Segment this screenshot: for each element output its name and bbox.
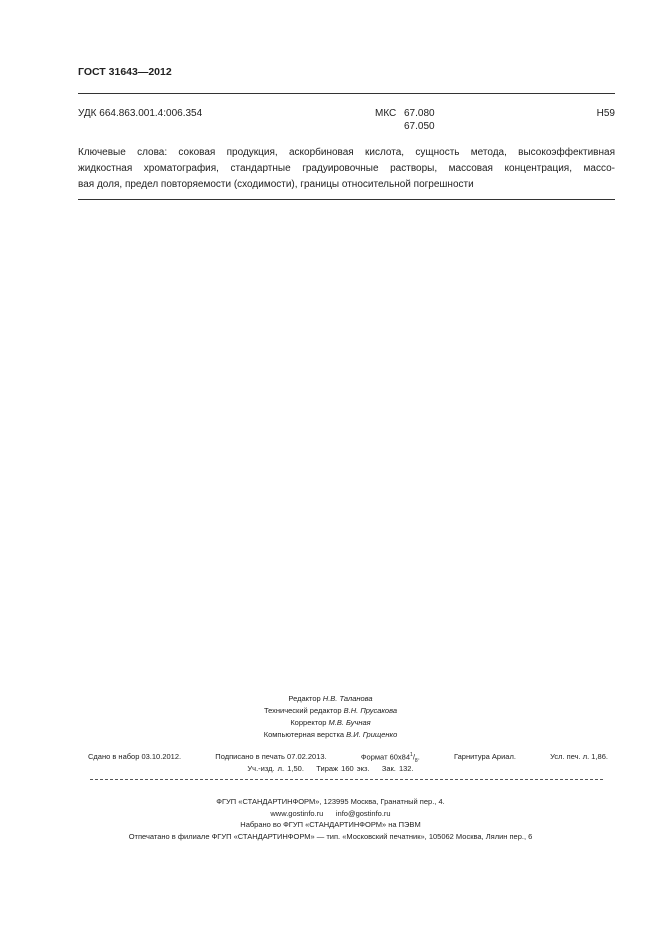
imprint-print-sheets: Усл. печ. л. 1,86. [550,752,608,761]
header-divider [78,93,615,94]
credit-label: Редактор [288,694,321,703]
credit-label: Технический редактор [263,706,342,715]
mks-label: МКС [375,108,397,119]
imprint-line-1 [88,752,608,764]
classification-code: Н59 [596,108,615,119]
imprint-order: Зак. 132. [381,764,414,773]
udk-code: УДК 664.863.001.4:006.354 [78,108,203,119]
mks-value-2: 67.050 [404,121,435,132]
credit-name: М.В. Бучная [328,718,371,727]
keywords-divider [78,199,615,200]
imprint-edition-sheets: Уч.-изд. л. 1,50. [247,764,304,773]
imprint-typeface: Гарнитура Ариал. [453,752,516,761]
keywords-line: вая доля, предел повторяемости (сходимости), границы относительной погрешности [78,179,474,190]
imprint-submitted: Сдано в набор 03.10.2012. [88,752,182,761]
credit-layout [0,730,661,739]
mks-value-1: 67.080 [404,108,435,119]
imprint-format: Формат $60х84^1/_8$. [360,752,420,764]
keywords-line: Ключевые слова: соковая продукция, аскорбиновая кислота, сущность метода, высокоэффективная [78,147,615,158]
publisher-contacts [0,809,661,818]
imprint-divider [90,779,603,780]
document-standard-number: ГОСТ 31643—2012 [78,66,172,78]
credit-name: Н.В. Таланова [322,694,373,703]
imprint-circulation: Тираж 160 экз. [316,764,370,773]
credit-name: В.И. Грищенко [346,730,398,739]
credit-label: Корректор [290,718,327,727]
publisher-typeset: Набрано во ФГУП «СТАНДАРТИНФОРМ» на ПЭВМ [240,820,421,829]
credit-name: В.Н. Прусакова [343,706,398,715]
credit-label: Компьютерная верстка [263,730,345,739]
publisher-email: info@gostinfo.ru [335,809,391,818]
credit-proofreader [0,718,661,727]
keywords-line: жидкостная хроматография, стандартные градуировочные растворы, массовая концентрация, массо- [78,163,615,174]
credit-editor [0,694,661,703]
publisher-website: www.gostinfo.ru [270,809,324,818]
publisher-printed: Отпечатано в филиале ФГУП «СТАНДАРТИНФОРМ» — тип. «Московский печатник», 105062 Москва, Лялин пер., 6 [128,832,533,841]
imprint-signed: Подписано в печать 07.02.2013. [215,752,327,761]
publisher-address: ФГУП «СТАНДАРТИНФОРМ», 123995 Москва, Гранатный пер., 4. [216,797,445,806]
credit-tech-editor [0,706,661,715]
keywords-paragraph [78,145,615,193]
imprint-line-2 [0,764,661,773]
